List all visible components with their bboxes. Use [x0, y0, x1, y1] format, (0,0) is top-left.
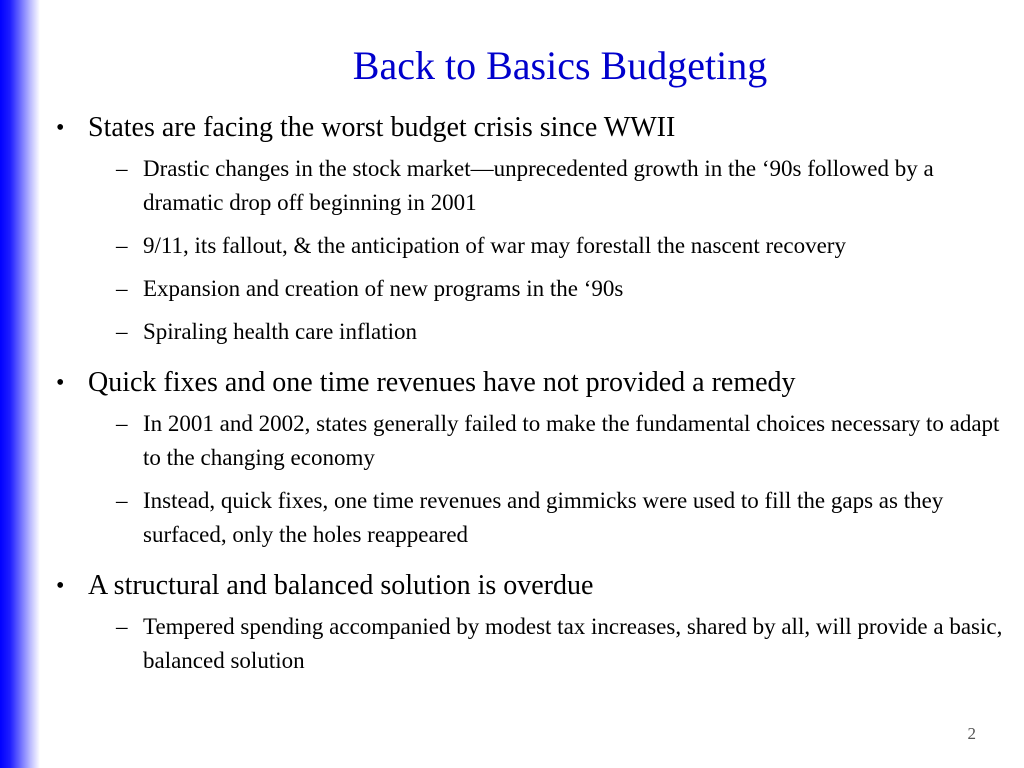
decorative-side-bar — [0, 0, 40, 768]
dash-icon: – — [116, 156, 128, 181]
dash-icon: – — [116, 276, 128, 301]
sub-bullet-item — [54, 315, 1014, 349]
slide-title: Back to Basics Budgeting — [352, 43, 768, 88]
dash-icon: – — [116, 233, 128, 258]
bullet-text: States are facing the worst budget crisis since WWII — [88, 112, 676, 143]
sub-bullet-text: Drastic changes in the stock market—unprecedented growth in the ‘90s followed by a dramatic drop off beginning in 2001 — [143, 156, 934, 215]
bullet-text: A structural and balanced solution is overdue — [88, 570, 594, 601]
dash-icon: – — [116, 411, 128, 436]
bullet-group-3 — [54, 568, 1014, 678]
dash-icon: – — [116, 614, 128, 639]
bullet-item — [54, 365, 1014, 401]
sub-bullet-text: Expansion and creation of new programs in the ‘90s — [143, 276, 624, 301]
sub-bullet-item — [54, 152, 1014, 220]
slide-content — [54, 110, 1014, 694]
sub-bullet-text: In 2001 and 2002, states generally failed to make the fundamental choices necessary to adapt to the changing economy — [143, 411, 1000, 470]
bullet-group-2 — [54, 365, 1014, 552]
sub-bullet-text: Spiraling health care inflation — [143, 319, 417, 344]
sub-bullet-list — [54, 152, 1014, 349]
sub-bullet-item — [54, 407, 1014, 475]
page-number: 2 — [967, 724, 976, 743]
bullet-dot-icon: • — [56, 370, 65, 396]
bullet-item — [54, 568, 1014, 604]
sub-bullet-list — [54, 610, 1014, 678]
bullet-group-1 — [54, 110, 1014, 349]
sub-bullet-text: Tempered spending accompanied by modest tax increases, shared by all, will provide a basic, balanced solution — [143, 614, 1003, 673]
dash-icon: – — [116, 488, 128, 513]
sub-bullet-text: 9/11, its fallout, & the anticipation of war may forestall the nascent recovery — [143, 233, 846, 258]
bullet-text: Quick fixes and one time revenues have not provided a remedy — [88, 367, 796, 398]
bullet-dot-icon: • — [56, 573, 65, 599]
sub-bullet-item — [54, 610, 1014, 678]
sub-bullet-item — [54, 484, 1014, 552]
sub-bullet-item — [54, 229, 1014, 263]
sub-bullet-text: Instead, quick fixes, one time revenues and gimmicks were used to fill the gaps as they surfaced, only the holes reappeared — [143, 488, 944, 547]
bullet-dot-icon: • — [56, 115, 65, 141]
sub-bullet-list — [54, 407, 1014, 552]
sub-bullet-item — [54, 272, 1014, 306]
bullet-item — [54, 110, 1014, 146]
dash-icon: – — [116, 319, 128, 344]
